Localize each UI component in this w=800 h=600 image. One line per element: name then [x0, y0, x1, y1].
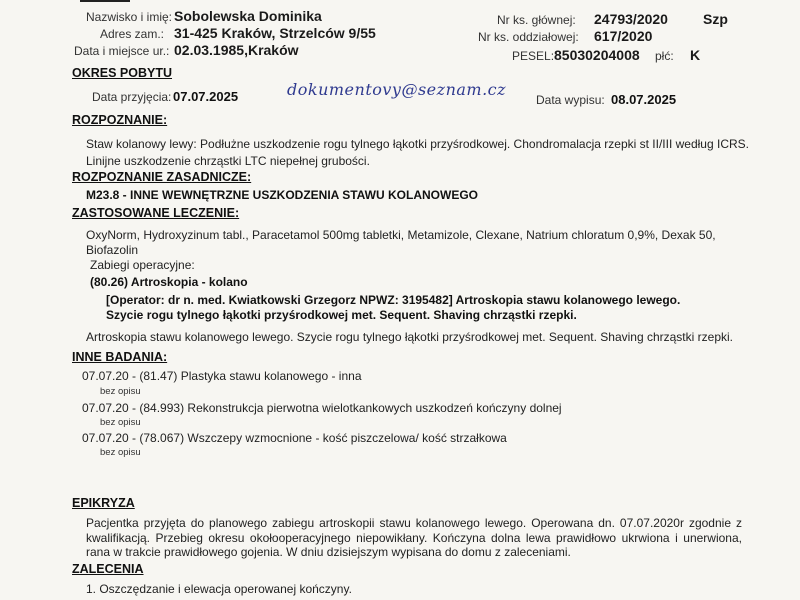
address-value: 31-425 Kraków, Strzelców 9/55: [174, 25, 376, 41]
operation-description: Artroskopia stawu kolanowego lewego. Szycie rogu tylnego łąkotki przyśrodkowej met. Sequent. Shaving chrząstki rzepki.: [86, 330, 733, 344]
discharge-value: 08.07.2025: [611, 92, 677, 107]
ward-no-label: Nr ks. oddziałowej:: [478, 30, 579, 44]
birth-label: Data i miejsce ur.:: [74, 44, 170, 58]
name-label: Nazwisko i imię:: [86, 10, 173, 24]
ward-no-value: 617/2020: [594, 28, 653, 44]
operations-label: Zabiegi operacyjne:: [90, 258, 195, 272]
treatment-text: OxyNorm, Hydroxyzinum tabl., Paracetamol 500mg tabletki, Metamizole, Clexane, Natrium chloratum 0,9%, Dexak 50, Biofazolin: [86, 228, 716, 257]
name-value: Sobolewska Dominika: [174, 8, 322, 24]
main-no-label: Nr ks. głównej:: [497, 13, 576, 27]
address-label: Adres zam.:: [100, 27, 165, 41]
birth-value: 02.03.1985,Kraków: [174, 42, 299, 58]
test-item-3: 07.07.20 - (78.067) Wszczepy wzmocnione - kość piszczelowa/ kość strzałkowa: [82, 431, 507, 445]
recommendations-header: ZALECENIA: [72, 562, 144, 576]
cropped-header-bar: [80, 0, 130, 2]
pesel-label: PESEL:: [512, 49, 555, 63]
admit-label: Data przyjęcia:: [92, 90, 172, 104]
operation-line-2: Szycie rogu tylnego łąkotki przyśrodkowej met. Sequent. Shaving chrząstki rzepki.: [106, 308, 577, 322]
admit-value: 07.07.2025: [173, 89, 239, 104]
test-item-1: 07.07.20 - (81.47) Plastyka stawu kolanowego - inna: [82, 369, 362, 383]
main-diagnosis-text: M23.8 - INNE WEWNĘTRZNE USZKODZENIA STAWU KOLANOWEGO: [86, 188, 478, 202]
test-item-1-note: bez opisu: [100, 386, 141, 397]
discharge-label: Data wypisu:: [536, 93, 605, 107]
main-diagnosis-header: ROZPOZNANIE ZASADNICZE:: [72, 170, 252, 184]
recommendation-item-1: 1. Oszczędzanie i elewacja operowanej kończyny.: [86, 582, 352, 596]
main-no-value: 24793/2020: [594, 11, 668, 27]
diagnosis-header: ROZPOZNANIE:: [72, 113, 168, 127]
sex-value: K: [690, 47, 701, 63]
test-item-3-note: bez opisu: [100, 447, 141, 458]
epicrisis-header: EPIKRYZA: [72, 496, 135, 510]
test-item-2: 07.07.20 - (84.993) Rekonstrukcja pierwotna wielotkankowych uszkodzeń kończyny dolnej: [82, 401, 562, 415]
test-item-2-note: bez opisu: [100, 417, 141, 428]
epicrisis-text: Pacjentka przyjęta do planowego zabiegu artroskopii stawu kolanowego lewego. Operowana dn. 07.07.2020r zgodnie z kwalifikacją. Przebieg okresu okołooperacyjnego niepowikłany. Kończyna dolna lewa prawidłowo ukrwiona i unerwiona, rana w trakcie prawidłowego gojenia. W dniu dzisiejszym wypisana do domu z zaleceniami.: [86, 516, 742, 559]
operation-title: (80.26) Artroskopia - kolano: [90, 275, 248, 289]
sex-label: płć:: [655, 49, 674, 63]
operation-line-1: [Operator: dr n. med. Kwiatkowski Grzegorz NPWZ: 3195482] Artroskopia stawu kolanowego lewego.: [106, 293, 681, 307]
handwritten-email: dokumentovy@seznam.cz: [287, 80, 507, 99]
pesel-value: 85030204008: [554, 47, 640, 63]
stay-header: OKRES POBYTU: [72, 66, 173, 80]
other-tests-header: INNE BADANIA:: [72, 350, 168, 364]
diagnosis-text: Staw kolanowy lewy: Podłużne uszkodzenie rogu tylnego łąkotki przyśrodkowej. Chondromalacja rzepki st II/III według ICRS. Linijne uszkodzenie chrząstki LTC niepełnej grubości.: [86, 137, 749, 168]
treatment-header: ZASTOSOWANE LECZENIE:: [72, 206, 240, 220]
main-no-suffix: Szp: [703, 11, 728, 27]
